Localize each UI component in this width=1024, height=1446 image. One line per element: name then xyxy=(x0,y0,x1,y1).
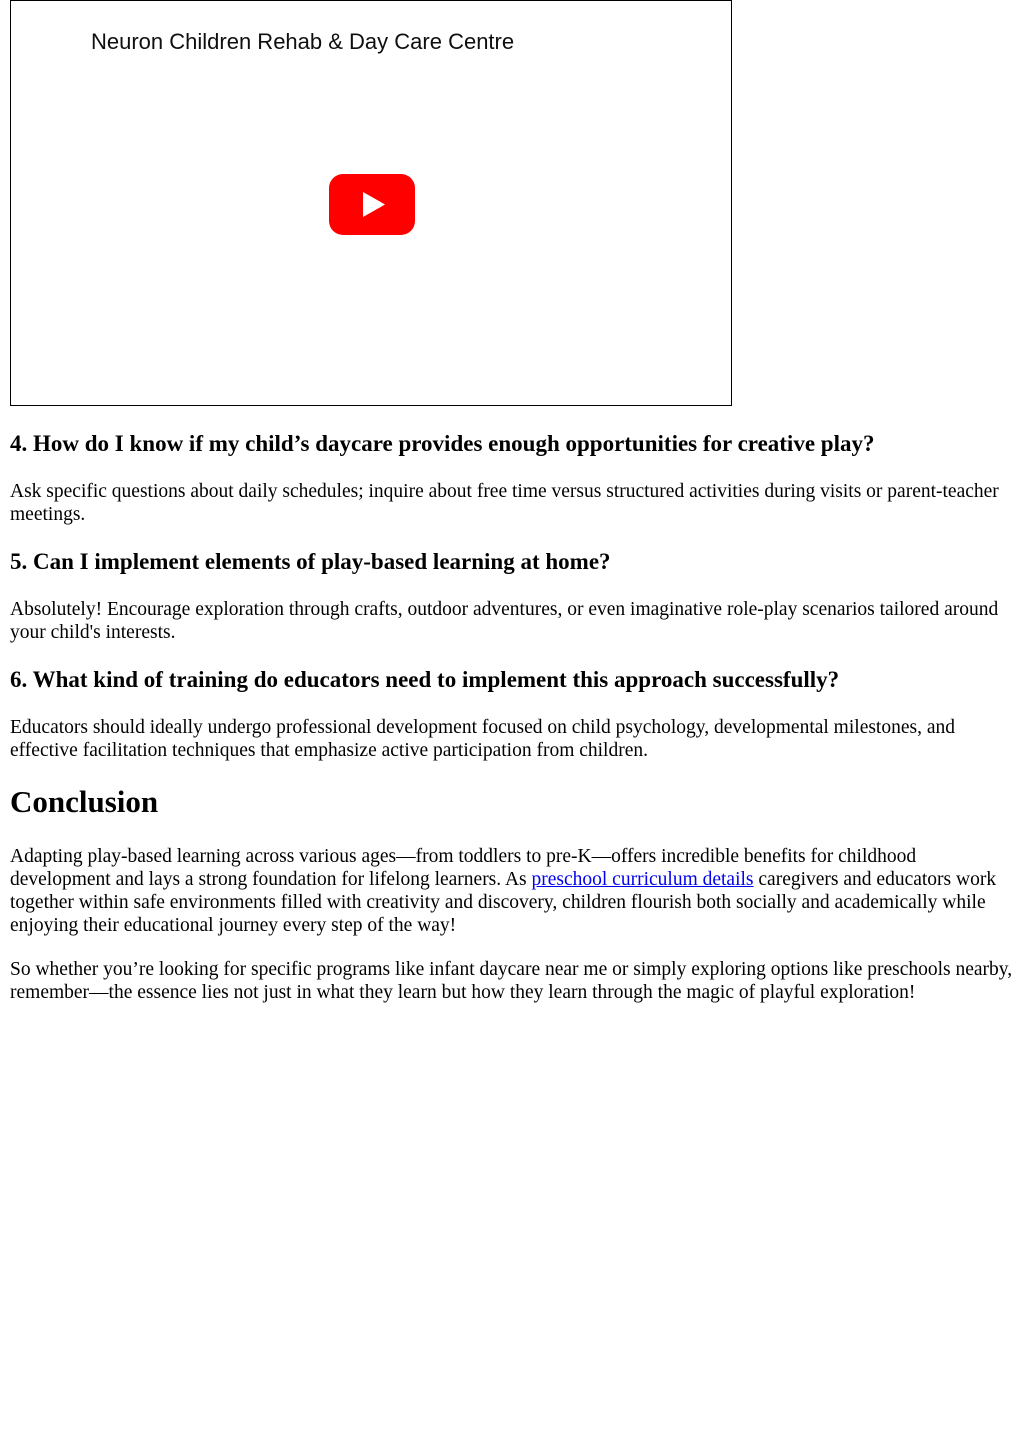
faq-answer-4: Ask specific questions about daily schedules; inquire about free time versus structured activities during visits or parent-teacher meetings. xyxy=(10,481,999,525)
faq-answer-5: Absolutely! Encourage exploration through crafts, outdoor adventures, or even imaginative role-play scenarios tailored around your child's interests. xyxy=(10,599,999,643)
conclusion-paragraph-2: So whether you’re looking for specific programs like infant daycare near me or simply exploring options like preschools nearby, remember—the essence lies not just in what they learn but how they learn through the magic of playful exploration! xyxy=(10,959,1013,1003)
video-title[interactable]: Neuron Children Rehab & Day Care Centre xyxy=(91,29,515,54)
conclusion-text-after-link: caregivers and educators work together within safe environments filled with creativity and discovery, children flourish both socially and academically while enjoying their educational journey every step of the way! xyxy=(10,869,997,936)
conclusion-paragraph-1 xyxy=(10,845,1014,937)
article-content xyxy=(10,424,1014,1004)
play-icon xyxy=(329,174,415,235)
video-embed[interactable] xyxy=(10,0,732,406)
play-button[interactable] xyxy=(329,174,415,235)
preschool-curriculum-link[interactable]: preschool curriculum details xyxy=(531,869,754,890)
conclusion-heading: Conclusion xyxy=(10,784,159,819)
faq-question-4: 4. How do I know if my child’s daycare provides enough opportunities for creative play? xyxy=(10,431,875,456)
faq-question-5: 5. Can I implement elements of play-based learning at home? xyxy=(10,549,611,574)
faq-question-6: 6. What kind of training do educators need to implement this approach successfully? xyxy=(10,667,840,692)
conclusion-text-before-link: Adapting play-based learning across various ages—from toddlers to pre-K—offers incredible benefits for childhood development and lays a strong foundation for lifelong learners. As xyxy=(10,846,917,890)
faq-answer-6: Educators should ideally undergo professional development focused on child psychology, developmental milestones, and effective facilitation techniques that emphasize active participation from children. xyxy=(10,717,955,761)
